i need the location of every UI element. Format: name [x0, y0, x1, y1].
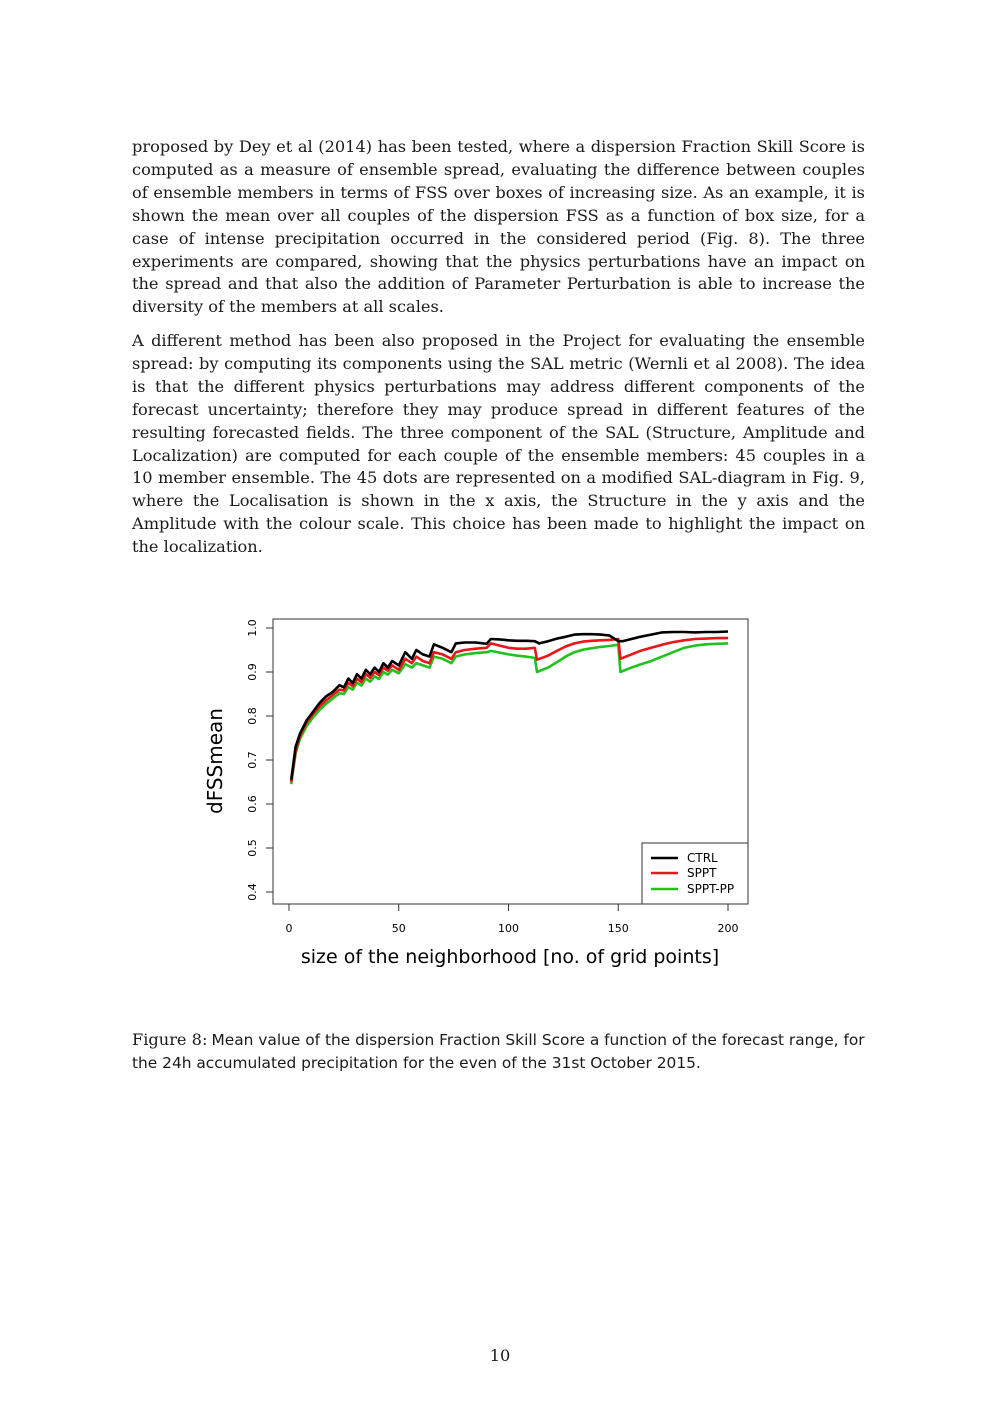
y-tick-label: 0.5 — [246, 839, 259, 857]
body-paragraph-sal: A different method has been also proposed in the Project for evaluating the ensemble spread: by computing its components using the SAL metric (Wernli et al 2008). The idea is that the different physics perturbations may address different components of the forecast uncertainty; therefore they may produce spread in different features of the resulting forecasted fields. The three component of the SAL (Structure, Amplitude and Localization) are computed for each couple of the ensemble members: 45 couples in a 10 member ensemble. The 45 dots are represented on a modified SAL-diagram in Fig. 9, where the Localisation is shown in the x axis, the Structure in the y axis and the Amplitude with the colour scale. This choice has been made to highlight the impact on the localization. — [132, 331, 865, 557]
y-tick-label: 0.8 — [246, 707, 259, 725]
legend-label-ctrl: CTRL — [687, 851, 718, 865]
series-lines — [291, 632, 728, 785]
x-tick-label: 150 — [607, 922, 629, 935]
body-paragraph-dfss: proposed by Dey et al (2014) has been tested, where a dispersion Fraction Skill Score is computed as a measure of ensemble spread, evaluating the difference between couples of ensemble members in terms of FSS over boxes of increasing size. As an example, it is shown the mean over all couples of the dispersion FSS as a function of box size, for a case of intense precipitation occurred in the considered period (Fig. 8). The three experiments are compared, showing that the physics perturbations have an impact on the spread and that also the addition of Parameter Perturbation is able to increase the diversity of the members at all scales. — [132, 137, 865, 317]
legend-label-sppt: SPPT — [687, 866, 717, 880]
x-tick-label: 0 — [285, 922, 293, 935]
y-tick-label: 0.6 — [246, 795, 259, 813]
series-line-sppt — [291, 638, 728, 782]
legend-label-sppt-pp: SPPT-PP — [687, 882, 735, 896]
y-tick-label: 0.4 — [246, 883, 259, 901]
legend — [642, 843, 748, 904]
figure-caption — [132, 1029, 865, 1075]
page-number: 10 — [489, 1346, 511, 1365]
figure-label: Figure 8: — [132, 1030, 208, 1049]
series-line-sppt-pp — [291, 643, 728, 784]
x-tick-label: 200 — [717, 922, 739, 935]
y-tick-label: 1.0 — [246, 619, 259, 637]
y-axis — [246, 619, 273, 901]
x-tick-label: 50 — [391, 922, 406, 935]
dfss-line-chart — [190, 598, 770, 978]
x-tick-label: 100 — [498, 922, 519, 935]
x-axis-label: size of the neighborhood [no. of grid points] — [300, 946, 720, 968]
figure-caption-text: Mean value of the dispersion Fraction Skill Score a function of the forecast range, for the 24h accumulated precipitation for the even of the 31st October 2015. — [132, 1031, 865, 1072]
y-tick-label: 0.7 — [246, 751, 259, 769]
y-axis-label: dFSSmean — [203, 708, 227, 814]
x-axis — [286, 904, 739, 935]
y-tick-label: 0.9 — [246, 663, 259, 681]
